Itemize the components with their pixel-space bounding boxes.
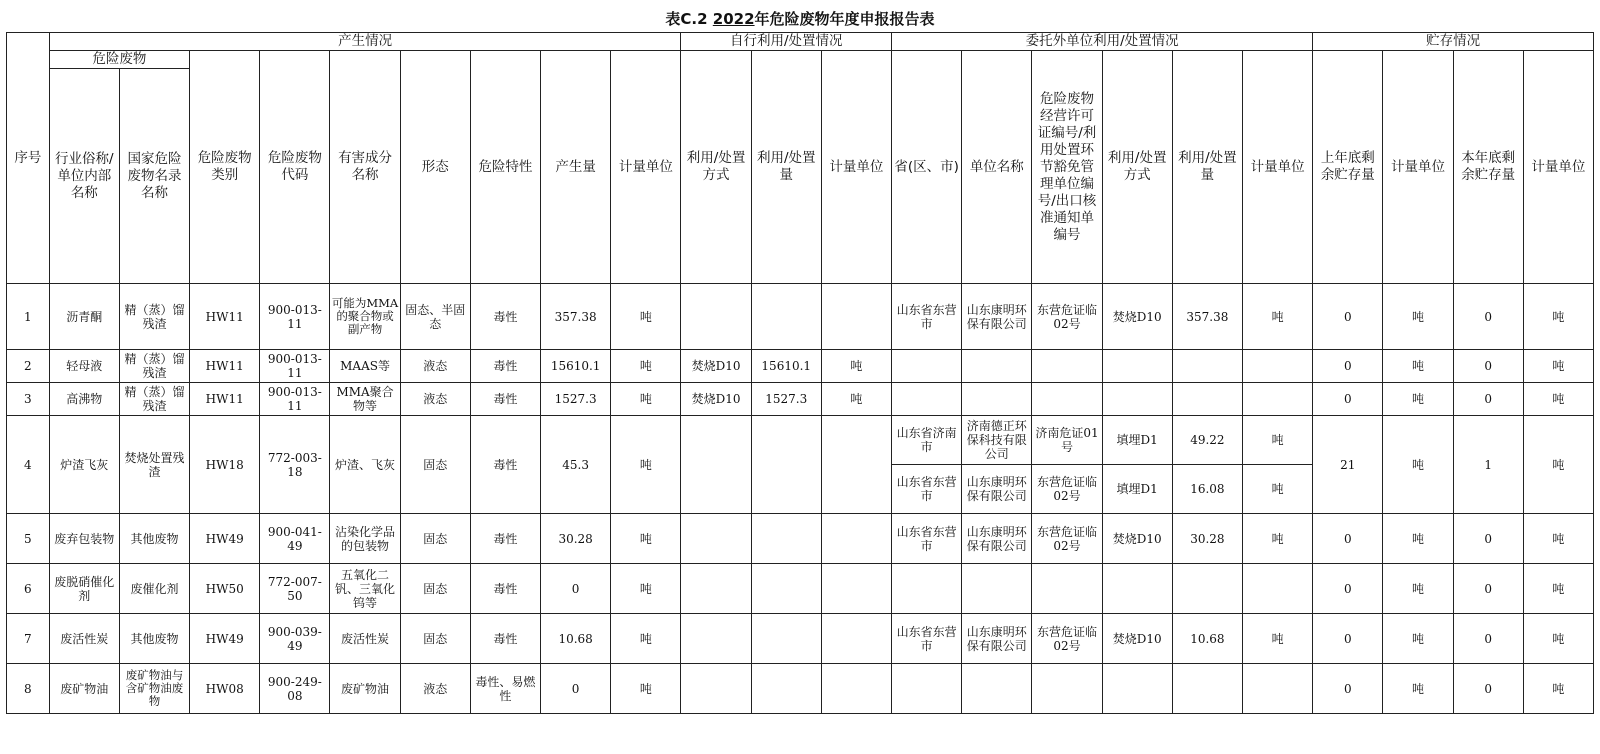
cell-last-unit: 吨: [1383, 614, 1453, 664]
cell-self-unit: [821, 514, 891, 564]
cell-form: 固态、半固态: [400, 284, 470, 350]
cell-province: 山东省东营市: [892, 514, 962, 564]
table-row: [7, 614, 1594, 664]
cell-license: 东营危证临02号: [1032, 284, 1102, 350]
cell-code: 772-003-18: [260, 416, 330, 514]
cell-property: 毒性: [470, 284, 540, 350]
cell-harmful: 可能为MMA的聚合物或副产物: [330, 284, 400, 350]
cell-last-unit: 吨: [1383, 664, 1453, 714]
cell-industry-name: 废弃包装物: [49, 514, 119, 564]
cell-code: 900-013-11: [260, 383, 330, 416]
cell-amount: 15610.1: [541, 350, 611, 383]
header-last-unit: 计量单位: [1383, 51, 1453, 284]
cell-property: 毒性: [470, 383, 540, 416]
cell-amount: 45.3: [541, 416, 611, 514]
cell-this-stock: 0: [1453, 614, 1523, 664]
cell-self-unit: [821, 664, 891, 714]
cell-license: 东营危证临02号: [1032, 465, 1102, 514]
cell-form: 液态: [400, 664, 470, 714]
cell-self-amount: [751, 664, 821, 714]
waste-report-table: [6, 32, 1594, 714]
cell-license: 东营危证临02号: [1032, 514, 1102, 564]
cell-last-stock: 0: [1313, 383, 1383, 416]
cell-self-method: [681, 564, 751, 614]
cell-company: [962, 664, 1032, 714]
cell-harmful: 炉渣、飞灰: [330, 416, 400, 514]
header-seq: 序号: [7, 33, 50, 284]
cell-this-unit: 吨: [1523, 284, 1593, 350]
group-generation: 产生情况: [49, 33, 681, 51]
cell-harmful: 沾染化学品的包装物: [330, 514, 400, 564]
cell-this-stock: 0: [1453, 284, 1523, 350]
cell-company: [962, 383, 1032, 416]
cell-this-stock: 0: [1453, 383, 1523, 416]
cell-ent-method: 填埋D1: [1102, 416, 1172, 465]
cell-province: 山东省济南市: [892, 416, 962, 465]
cell-province: [892, 564, 962, 614]
header-ent-unit: 计量单位: [1242, 51, 1312, 284]
group-storage: 贮存情况: [1313, 33, 1594, 51]
cell-ent-method: [1102, 664, 1172, 714]
cell-national-name: 精（蒸）馏残渣: [119, 350, 189, 383]
header-ent-method: 利用/处置方式: [1102, 51, 1172, 284]
cell-this-stock: 0: [1453, 664, 1523, 714]
cell-this-unit: 吨: [1523, 564, 1593, 614]
cell-harmful: 废活性炭: [330, 614, 400, 664]
cell-unit: 吨: [611, 664, 681, 714]
cell-last-stock: 0: [1313, 664, 1383, 714]
cell-harmful: MAAS等: [330, 350, 400, 383]
cell-last-unit: 吨: [1383, 284, 1453, 350]
cell-company: 山东康明环保有限公司: [962, 514, 1032, 564]
cell-national-name: 废催化剂: [119, 564, 189, 614]
table-row: [7, 514, 1594, 564]
header-self-amount: 利用/处置量: [751, 51, 821, 284]
header-last-stock: 上年底剩余贮存量: [1313, 51, 1383, 284]
cell-form: 液态: [400, 350, 470, 383]
header-property: 危险特性: [470, 51, 540, 284]
cell-code: 900-013-11: [260, 350, 330, 383]
cell-license: [1032, 564, 1102, 614]
cell-form: 固态: [400, 564, 470, 614]
cell-category: HW11: [190, 284, 260, 350]
cell-category: HW11: [190, 383, 260, 416]
header-license: 危险废物经营许可证编号/利用处置环节豁免管理单位编号/出口核准通知单编号: [1032, 51, 1102, 284]
cell-ent-unit: 吨: [1242, 465, 1312, 514]
cell-this-unit: 吨: [1523, 416, 1593, 514]
group-hazardous-waste: 危险废物: [49, 51, 189, 69]
cell-amount: 357.38: [541, 284, 611, 350]
cell-national-name: 其他废物: [119, 614, 189, 664]
cell-property: 毒性: [470, 350, 540, 383]
cell-ent-unit: 吨: [1242, 614, 1312, 664]
title-year: 2022: [712, 10, 755, 28]
cell-last-unit: 吨: [1383, 514, 1453, 564]
cell-amount: 0: [541, 664, 611, 714]
cell-unit: 吨: [611, 383, 681, 416]
cell-province: 山东省东营市: [892, 465, 962, 514]
cell-company: [962, 564, 1032, 614]
header-self-method: 利用/处置方式: [681, 51, 751, 284]
cell-national-name: 废矿物油与含矿物油废物: [119, 664, 189, 714]
cell-province: [892, 350, 962, 383]
cell-this-stock: 0: [1453, 514, 1523, 564]
cell-ent-amount: [1172, 564, 1242, 614]
header-ent-amount: 利用/处置量: [1172, 51, 1242, 284]
cell-industry-name: 轻母液: [49, 350, 119, 383]
cell-ent-method: [1102, 564, 1172, 614]
title-suffix: 年危险废物年度申报报告表: [754, 10, 935, 28]
cell-ent-amount: [1172, 383, 1242, 416]
table-row: [7, 383, 1594, 416]
cell-this-unit: 吨: [1523, 664, 1593, 714]
cell-ent-method: 焚烧D10: [1102, 514, 1172, 564]
cell-ent-method: 焚烧D10: [1102, 614, 1172, 664]
header-company: 单位名称: [962, 51, 1032, 284]
cell-last-unit: 吨: [1383, 564, 1453, 614]
cell-seq: 8: [7, 664, 50, 714]
cell-ent-unit: [1242, 664, 1312, 714]
cell-this-stock: 0: [1453, 564, 1523, 614]
header-this-stock: 本年底剩余贮存量: [1453, 51, 1523, 284]
cell-seq: 5: [7, 514, 50, 564]
cell-this-stock: 1: [1453, 416, 1523, 514]
cell-last-unit: 吨: [1383, 383, 1453, 416]
cell-harmful: 废矿物油: [330, 664, 400, 714]
header-self-unit: 计量单位: [821, 51, 891, 284]
cell-industry-name: 废脱硝催化剂: [49, 564, 119, 614]
cell-last-stock: 21: [1313, 416, 1383, 514]
cell-self-unit: 吨: [821, 350, 891, 383]
cell-category: HW18: [190, 416, 260, 514]
cell-seq: 6: [7, 564, 50, 614]
header-this-unit: 计量单位: [1523, 51, 1593, 284]
cell-form: 固态: [400, 416, 470, 514]
cell-company: 山东康明环保有限公司: [962, 465, 1032, 514]
cell-category: HW50: [190, 564, 260, 614]
cell-ent-amount: [1172, 350, 1242, 383]
cell-last-unit: 吨: [1383, 350, 1453, 383]
cell-self-amount: 1527.3: [751, 383, 821, 416]
cell-this-unit: 吨: [1523, 514, 1593, 564]
cell-property: 毒性: [470, 416, 540, 514]
cell-license: [1032, 350, 1102, 383]
cell-license: [1032, 383, 1102, 416]
group-self-use: 自行利用/处置情况: [681, 33, 892, 51]
cell-national-name: 焚烧处置残渣: [119, 416, 189, 514]
cell-license: [1032, 664, 1102, 714]
cell-form: 固态: [400, 614, 470, 664]
cell-ent-unit: [1242, 383, 1312, 416]
cell-amount: 30.28: [541, 514, 611, 564]
table-row: [7, 416, 1594, 465]
cell-category: HW49: [190, 614, 260, 664]
header-national-name: 国家危险废物名录名称: [119, 69, 189, 284]
cell-code: 900-039-49: [260, 614, 330, 664]
cell-ent-unit: [1242, 350, 1312, 383]
cell-self-unit: 吨: [821, 383, 891, 416]
cell-province: 山东省东营市: [892, 284, 962, 350]
cell-ent-amount: 49.22: [1172, 416, 1242, 465]
cell-this-unit: 吨: [1523, 383, 1593, 416]
cell-code: 900-249-08: [260, 664, 330, 714]
cell-company: 山东康明环保有限公司: [962, 614, 1032, 664]
cell-self-amount: 15610.1: [751, 350, 821, 383]
header-harmful: 有害成分名称: [330, 51, 400, 284]
cell-last-stock: 0: [1313, 564, 1383, 614]
cell-unit: 吨: [611, 416, 681, 514]
cell-unit: 吨: [611, 614, 681, 664]
cell-self-method: 焚烧D10: [681, 350, 751, 383]
cell-self-amount: [751, 564, 821, 614]
table-row: [7, 564, 1594, 614]
cell-industry-name: 废活性炭: [49, 614, 119, 664]
cell-this-stock: 0: [1453, 350, 1523, 383]
cell-ent-unit: 吨: [1242, 284, 1312, 350]
cell-seq: 7: [7, 614, 50, 664]
cell-amount: 0: [541, 564, 611, 614]
cell-property: 毒性、易燃性: [470, 664, 540, 714]
cell-province: 山东省东营市: [892, 614, 962, 664]
cell-amount: 10.68: [541, 614, 611, 664]
cell-this-unit: 吨: [1523, 350, 1593, 383]
cell-license: 东营危证临02号: [1032, 614, 1102, 664]
cell-category: HW49: [190, 514, 260, 564]
cell-ent-unit: [1242, 564, 1312, 614]
cell-property: 毒性: [470, 514, 540, 564]
cell-national-name: 精（蒸）馏残渣: [119, 383, 189, 416]
cell-license: 济南危证01号: [1032, 416, 1102, 465]
cell-ent-method: [1102, 383, 1172, 416]
cell-harmful: MMA聚合物等: [330, 383, 400, 416]
header-amount: 产生量: [541, 51, 611, 284]
cell-form: 固态: [400, 514, 470, 564]
cell-unit: 吨: [611, 564, 681, 614]
cell-this-unit: 吨: [1523, 614, 1593, 664]
cell-unit: 吨: [611, 514, 681, 564]
cell-province: [892, 383, 962, 416]
cell-self-unit: [821, 284, 891, 350]
cell-industry-name: 废矿物油: [49, 664, 119, 714]
cell-self-method: [681, 614, 751, 664]
cell-last-stock: 0: [1313, 614, 1383, 664]
cell-self-method: 焚烧D10: [681, 383, 751, 416]
cell-property: 毒性: [470, 564, 540, 614]
cell-industry-name: 炉渣飞灰: [49, 416, 119, 514]
cell-ent-amount: [1172, 664, 1242, 714]
cell-ent-method: 填埋D1: [1102, 465, 1172, 514]
cell-ent-amount: 16.08: [1172, 465, 1242, 514]
header-industry-name: 行业俗称/单位内部名称: [49, 69, 119, 284]
cell-self-unit: [821, 564, 891, 614]
cell-self-amount: [751, 514, 821, 564]
header-form: 形态: [400, 51, 470, 284]
cell-self-method: [681, 514, 751, 564]
header-unit: 计量单位: [611, 51, 681, 284]
cell-self-amount: [751, 416, 821, 514]
header-category: 危险废物类别: [190, 51, 260, 284]
table-row: [7, 664, 1594, 714]
cell-last-stock: 0: [1313, 284, 1383, 350]
header-code: 危险废物代码: [260, 51, 330, 284]
cell-ent-method: 焚烧D10: [1102, 284, 1172, 350]
header-province: 省(区、市): [892, 51, 962, 284]
cell-self-method: [681, 284, 751, 350]
report-title: [6, 8, 1594, 30]
cell-last-stock: 0: [1313, 350, 1383, 383]
cell-amount: 1527.3: [541, 383, 611, 416]
title-prefix: 表C.2: [665, 10, 713, 28]
cell-last-unit: 吨: [1383, 416, 1453, 514]
cell-ent-unit: 吨: [1242, 514, 1312, 564]
cell-self-amount: [751, 284, 821, 350]
cell-seq: 1: [7, 284, 50, 350]
cell-national-name: 其他废物: [119, 514, 189, 564]
cell-company: [962, 350, 1032, 383]
cell-category: HW11: [190, 350, 260, 383]
cell-province: [892, 664, 962, 714]
cell-code: 900-041-49: [260, 514, 330, 564]
cell-ent-amount: 357.38: [1172, 284, 1242, 350]
cell-seq: 2: [7, 350, 50, 383]
table-row: [7, 284, 1594, 350]
cell-national-name: 精（蒸）馏残渣: [119, 284, 189, 350]
group-entrusted: 委托外单位利用/处置情况: [892, 33, 1313, 51]
cell-unit: 吨: [611, 350, 681, 383]
cell-company: 山东康明环保有限公司: [962, 284, 1032, 350]
cell-code: 900-013-11: [260, 284, 330, 350]
cell-seq: 3: [7, 383, 50, 416]
cell-harmful: 五氧化二钒、三氧化钨等: [330, 564, 400, 614]
cell-self-unit: [821, 416, 891, 514]
cell-category: HW08: [190, 664, 260, 714]
cell-self-method: [681, 664, 751, 714]
cell-ent-method: [1102, 350, 1172, 383]
cell-property: 毒性: [470, 614, 540, 664]
cell-code: 772-007-50: [260, 564, 330, 614]
cell-last-stock: 0: [1313, 514, 1383, 564]
cell-ent-amount: 30.28: [1172, 514, 1242, 564]
cell-industry-name: 沥青酮: [49, 284, 119, 350]
cell-form: 液态: [400, 383, 470, 416]
cell-ent-amount: 10.68: [1172, 614, 1242, 664]
cell-ent-unit: 吨: [1242, 416, 1312, 465]
cell-industry-name: 高沸物: [49, 383, 119, 416]
cell-self-method: [681, 416, 751, 514]
cell-seq: 4: [7, 416, 50, 514]
cell-self-amount: [751, 614, 821, 664]
table-row: [7, 350, 1594, 383]
cell-company: 济南德正环保科技有限公司: [962, 416, 1032, 465]
cell-unit: 吨: [611, 284, 681, 350]
cell-self-unit: [821, 614, 891, 664]
